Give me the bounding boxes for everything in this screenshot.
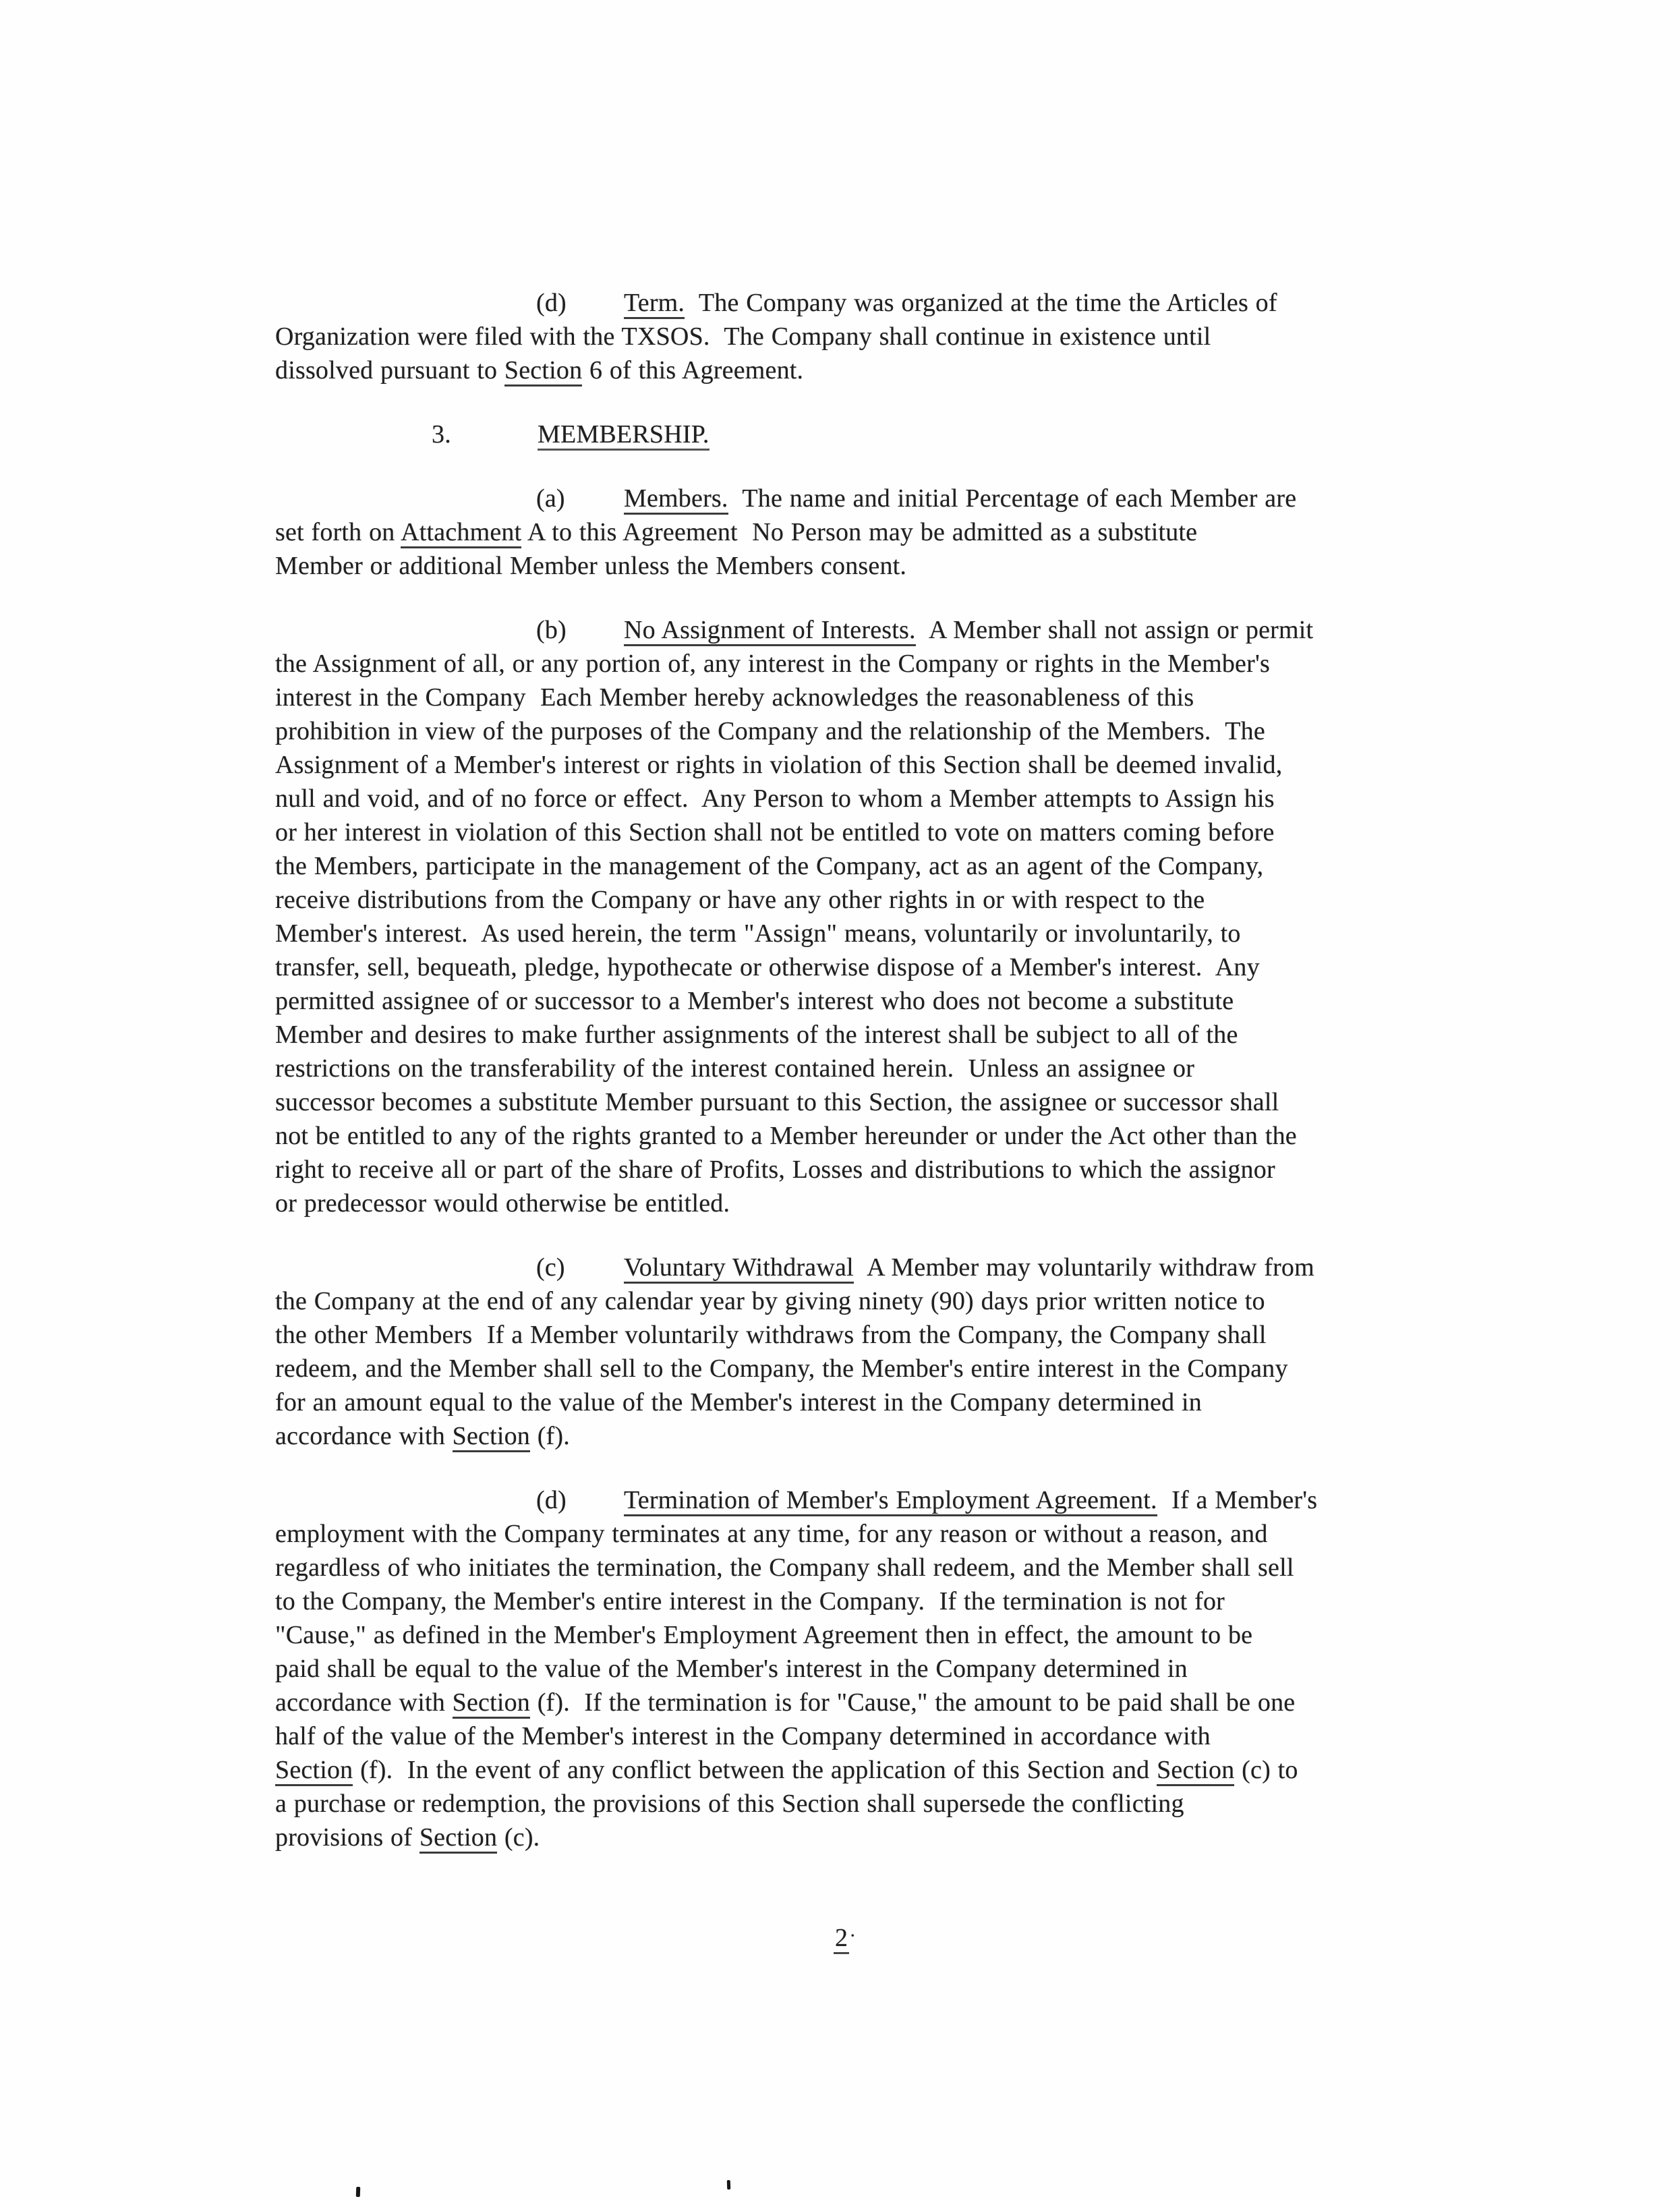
text-run: or her interest in violation of this Section shall not be entitled to vote on matters coming before [275, 818, 1275, 847]
text-run: successor becomes a substitute Member pursuant to this Section, the assignee or successor shall [275, 1088, 1279, 1116]
text-line [275, 647, 1317, 681]
list-label: 3. [432, 420, 451, 449]
text-run: null and void, and of no force or effect. Any Person to whom a Member attempts to Assign his [275, 784, 1275, 813]
text-line [275, 1187, 1317, 1220]
underlined-text: No Assignment of Interests. [624, 616, 916, 646]
text-run: the Assignment of all, or any portion of, any interest in the Company or rights in the Member's [275, 650, 1270, 678]
text-run: restrictions on the transferability of the interest contained herein. Unless an assignee or [275, 1054, 1195, 1083]
text-run: (f). [530, 1422, 570, 1450]
text-run: (c). [497, 1823, 540, 1852]
text-run: The name and initial Percentage of each Member are [728, 484, 1297, 513]
underlined-text: Section [453, 1422, 530, 1452]
text-line [432, 418, 1317, 451]
paragraph [275, 1251, 1317, 1453]
text-line [275, 782, 1317, 816]
text-run: receive distributions from the Company or have any other rights in or with respect to the [275, 886, 1205, 914]
underlined-text: Term. [624, 289, 685, 319]
text-line [275, 1085, 1317, 1119]
text-line [275, 681, 1317, 714]
text-line [536, 286, 1317, 320]
underlined-text: Section [504, 356, 582, 387]
text-line [275, 353, 1317, 387]
underlined-text: Section [275, 1756, 353, 1786]
text-line [275, 1821, 1317, 1854]
underlined-text: Members. [624, 484, 728, 515]
text-run: right to receive all or part of the share of Profits, Losses and distributions to which the assignor [275, 1155, 1275, 1184]
paragraph [275, 286, 1317, 387]
text-run: paid shall be equal to the value of the Member's interest in the Company determined in [275, 1655, 1188, 1683]
text-run: transfer, sell, bequeath, pledge, hypothecate or otherwise dispose of a Member's interest. Any [275, 953, 1260, 981]
text-line [536, 1483, 1317, 1517]
text-line [275, 1787, 1317, 1821]
text-run: half of the value of the Member's interest in the Company determined in accordance with [275, 1722, 1211, 1750]
page-number-value: 2 [834, 1924, 849, 1954]
text-run: 6 of this Agreement. [582, 356, 804, 384]
text-run: "Cause," as defined in the Member's Employment Agreement then in effect, the amount to be [275, 1621, 1253, 1649]
section-heading [275, 418, 1317, 451]
text-run: employment with the Company terminates at any time, for any reason or without a reason, and [275, 1520, 1268, 1548]
text-line [275, 1753, 1317, 1787]
text-run: for an amount equal to the value of the Member's interest in the Company determined in [275, 1388, 1202, 1417]
underlined-text: Termination of Member's Employment Agreement. [624, 1486, 1157, 1516]
text-line [275, 748, 1317, 782]
text-line [536, 613, 1317, 647]
text-run: the Members, participate in the management of the Company, act as an agent of the Company, [275, 852, 1264, 880]
text-line [275, 984, 1317, 1018]
page-number [834, 1921, 856, 1953]
text-line [275, 515, 1317, 549]
text-line [275, 1618, 1317, 1652]
text-run: dissolved pursuant to [275, 356, 504, 384]
text-run: set forth on [275, 518, 401, 546]
text-line [275, 1153, 1317, 1187]
text-run: the other Members If a Member voluntarily withdraws from the Company, the Company shall [275, 1321, 1267, 1349]
scan-artifact [356, 2187, 361, 2197]
text-line [275, 1419, 1317, 1453]
paragraph [275, 482, 1317, 583]
text-line [275, 1284, 1317, 1318]
text-line [275, 714, 1317, 748]
text-line [275, 849, 1317, 883]
text-run: the Company at the end of any calendar year by giving ninety (90) days prior written notice to [275, 1287, 1265, 1315]
list-label: (c) [536, 1253, 565, 1282]
text-line [275, 1318, 1317, 1352]
text-line [275, 1119, 1317, 1153]
list-label: (b) [536, 616, 567, 644]
text-line [275, 1719, 1317, 1753]
text-run: accordance with [275, 1688, 453, 1717]
text-run: to the Company, the Member's entire interest in the Company. If the termination is not for [275, 1587, 1225, 1616]
text-line [275, 883, 1317, 917]
text-run: accordance with [275, 1422, 453, 1450]
text-line [275, 1352, 1317, 1385]
text-run: Assignment of a Member's interest or rights in violation of this Section shall be deemed invalid, [275, 751, 1283, 779]
paragraph [275, 613, 1317, 1220]
text-line [275, 1052, 1317, 1085]
text-run: regardless of who initiates the termination, the Company shall redeem, and the Member shall sell [275, 1553, 1294, 1582]
text-run: (f). In the event of any conflict between the application of this Section and [353, 1756, 1157, 1784]
text-run: (f). If the termination is for "Cause," the amount to be paid shall be one [530, 1688, 1296, 1717]
text-run: provisions of [275, 1823, 419, 1852]
text-line [275, 1018, 1317, 1052]
text-run: If a Member's [1157, 1486, 1318, 1514]
list-label: (d) [536, 1486, 567, 1514]
text-line [275, 1652, 1317, 1686]
text-run: redeem, and the Member shall sell to the Company, the Member's entire interest in the Company [275, 1354, 1288, 1383]
text-line [275, 917, 1317, 950]
scan-artifact [727, 2180, 730, 2190]
text-run: Member or additional Member unless the Members consent. [275, 552, 907, 580]
underlined-text: Section [419, 1823, 497, 1854]
list-label: (d) [536, 289, 567, 317]
text-line [275, 1517, 1317, 1551]
text-run: prohibition in view of the purposes of the Company and the relationship of the Members. The [275, 717, 1265, 745]
text-run: (c) to [1234, 1756, 1298, 1784]
document-body [275, 286, 1317, 1885]
text-line [275, 1584, 1317, 1618]
text-run: Member and desires to make further assignments of the interest shall be subject to all of the [275, 1021, 1238, 1049]
underlined-text: Attachment [401, 518, 521, 548]
underlined-text: Voluntary Withdrawal [624, 1253, 854, 1284]
text-run: The Company was organized at the time the Articles of [685, 289, 1277, 317]
text-line [275, 816, 1317, 849]
text-line [275, 1686, 1317, 1719]
text-run: Member's interest. As used herein, the term "Assign" means, voluntarily or involuntarily, to [275, 919, 1241, 948]
text-run: Organization were filed with the TXSOS. The Company shall continue in existence until [275, 322, 1211, 351]
text-run: not be entitled to any of the rights granted to a Member hereunder or under the Act other than the [275, 1122, 1297, 1150]
text-run: permitted assignee of or successor to a Member's interest who does not become a substitute [275, 987, 1234, 1015]
text-line [275, 950, 1317, 984]
page-number-mark: · [849, 1924, 857, 1947]
text-line [275, 549, 1317, 583]
list-label: (a) [536, 484, 565, 513]
text-run: interest in the Company Each Member hereby acknowledges the reasonableness of this [275, 683, 1194, 712]
text-run: A Member may voluntarily withdraw from [853, 1253, 1314, 1282]
underlined-text: Section [1157, 1756, 1234, 1786]
text-line [275, 320, 1317, 353]
paragraph [275, 1483, 1317, 1854]
text-run: A to this Agreement No Person may be admitted as a substitute [521, 518, 1198, 546]
text-run: a purchase or redemption, the provisions of this Section shall supersede the conflicting [275, 1790, 1184, 1818]
text-line [536, 482, 1317, 515]
text-run: A Member shall not assign or permit [915, 616, 1314, 644]
text-line [536, 1251, 1317, 1284]
text-run: or predecessor would otherwise be entitled. [275, 1189, 730, 1218]
underlined-text: Section [453, 1688, 530, 1719]
text-line [275, 1551, 1317, 1584]
text-line [275, 1385, 1317, 1419]
underlined-text: MEMBERSHIP. [538, 420, 709, 451]
